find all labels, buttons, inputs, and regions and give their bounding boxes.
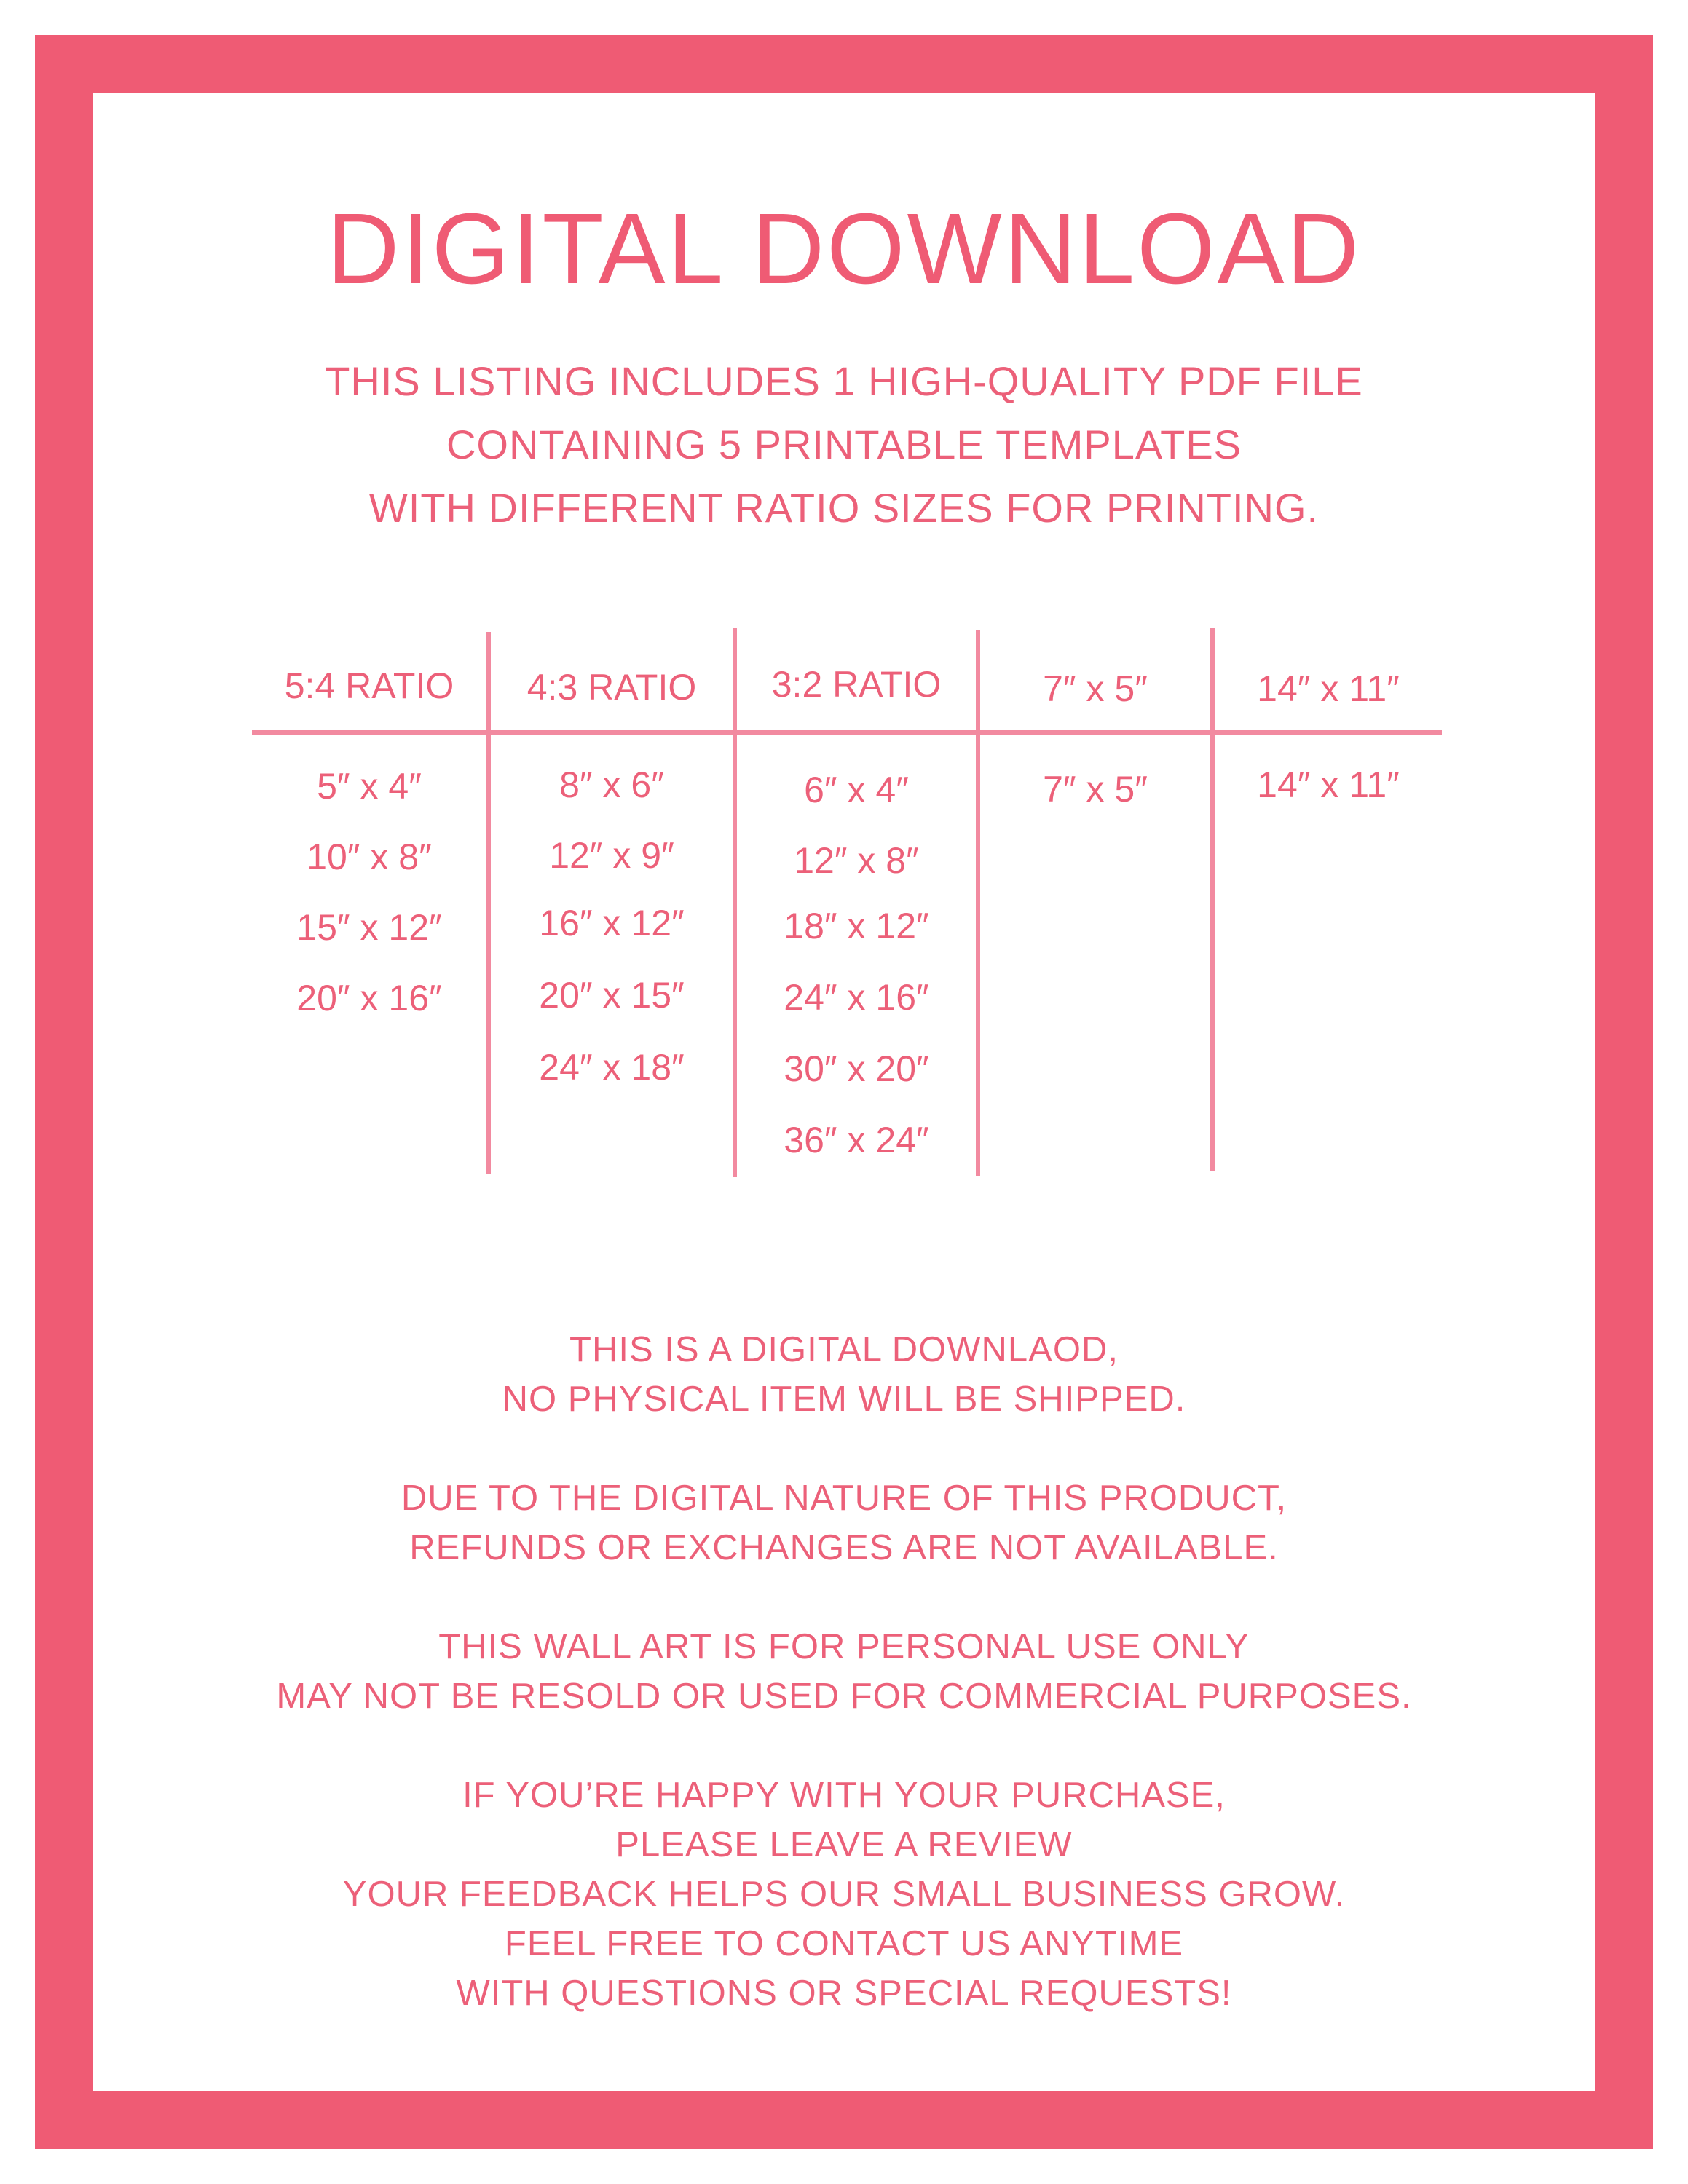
table-header-divider <box>252 730 1442 735</box>
size-cell: 24″ x 16″ <box>784 977 929 1018</box>
size-cell: 15″ x 12″ <box>296 907 442 948</box>
page-title: DIGITAL DOWNLOAD <box>326 193 1362 305</box>
size-cell: 20″ x 16″ <box>296 978 442 1018</box>
notice-line: DUE TO THE DIGITAL NATURE OF THIS PRODUCT, <box>401 1479 1287 1518</box>
intro-line: WITH DIFFERENT RATIO SIZES FOR PRINTING. <box>368 485 1320 531</box>
size-cell: 6″ x 4″ <box>804 769 909 810</box>
notice-line: THIS IS A DIGITAL DOWNLAOD, <box>569 1330 1119 1369</box>
notice-line: IF YOU’RE HAPPY WITH YOUR PURCHASE, <box>462 1776 1226 1815</box>
size-cell: 12″ x 9″ <box>549 835 674 876</box>
size-cell: 10″ x 8″ <box>307 836 432 877</box>
size-cell: 20″ x 15″ <box>539 975 685 1016</box>
notice-line: REFUNDS OR EXCHANGES ARE NOT AVAILABLE. <box>409 1528 1279 1567</box>
notice-line: MAY NOT BE RESOLD OR USED FOR COMMERCIAL PURPOSES. <box>276 1677 1412 1716</box>
size-cell: 24″ x 18″ <box>539 1047 685 1088</box>
size-cell: 18″ x 12″ <box>784 906 929 946</box>
notice-line: WITH QUESTIONS OR SPECIAL REQUESTS! <box>456 1974 1232 2013</box>
size-cell: 7″ x 5″ <box>1043 769 1148 810</box>
size-cell: 30″ x 20″ <box>784 1048 929 1089</box>
size-cell: 12″ x 8″ <box>794 840 919 881</box>
notice-line: PLEASE LEAVE A REVIEW <box>615 1825 1073 1864</box>
size-cell: 8″ x 6″ <box>559 764 664 805</box>
size-cell: 5″ x 4″ <box>317 766 422 807</box>
column-header-7x5: 7″ x 5″ <box>1043 668 1148 709</box>
notice-review-request <box>0 1770 1688 2018</box>
notice-line: THIS WALL ART IS FOR PERSONAL USE ONLY <box>438 1627 1250 1666</box>
intro-line: THIS LISTING INCLUDES 1 HIGH-QUALITY PDF FILE <box>325 358 1363 404</box>
column-header-14x11: 14″ x 11″ <box>1257 668 1400 709</box>
size-cell: 14″ x 11″ <box>1257 764 1400 805</box>
notice-line: FEEL FREE TO CONTACT US ANYTIME <box>504 1924 1184 1963</box>
column-divider <box>976 630 980 1176</box>
notice-line: NO PHYSICAL ITEM WILL BE SHIPPED. <box>502 1380 1186 1419</box>
column-divider <box>733 628 737 1177</box>
intro-line: CONTAINING 5 PRINTABLE TEMPLATES <box>446 422 1242 467</box>
notice-refunds <box>0 1473 1688 1572</box>
column-header-4-3: 4:3 RATIO <box>526 667 697 708</box>
policy-notes <box>0 1325 1688 2018</box>
notice-line: YOUR FEEDBACK HELPS OUR SMALL BUSINESS GROW. <box>342 1875 1346 1914</box>
notice-digital-download <box>0 1325 1688 1424</box>
column-header-3-2: 3:2 RATIO <box>771 664 942 705</box>
column-header-5-4: 5:4 RATIO <box>284 665 454 706</box>
size-cell: 16″ x 12″ <box>539 903 685 943</box>
intro-text <box>0 349 1688 539</box>
notice-personal-use <box>0 1622 1688 1721</box>
size-cell: 36″ x 24″ <box>784 1120 929 1160</box>
